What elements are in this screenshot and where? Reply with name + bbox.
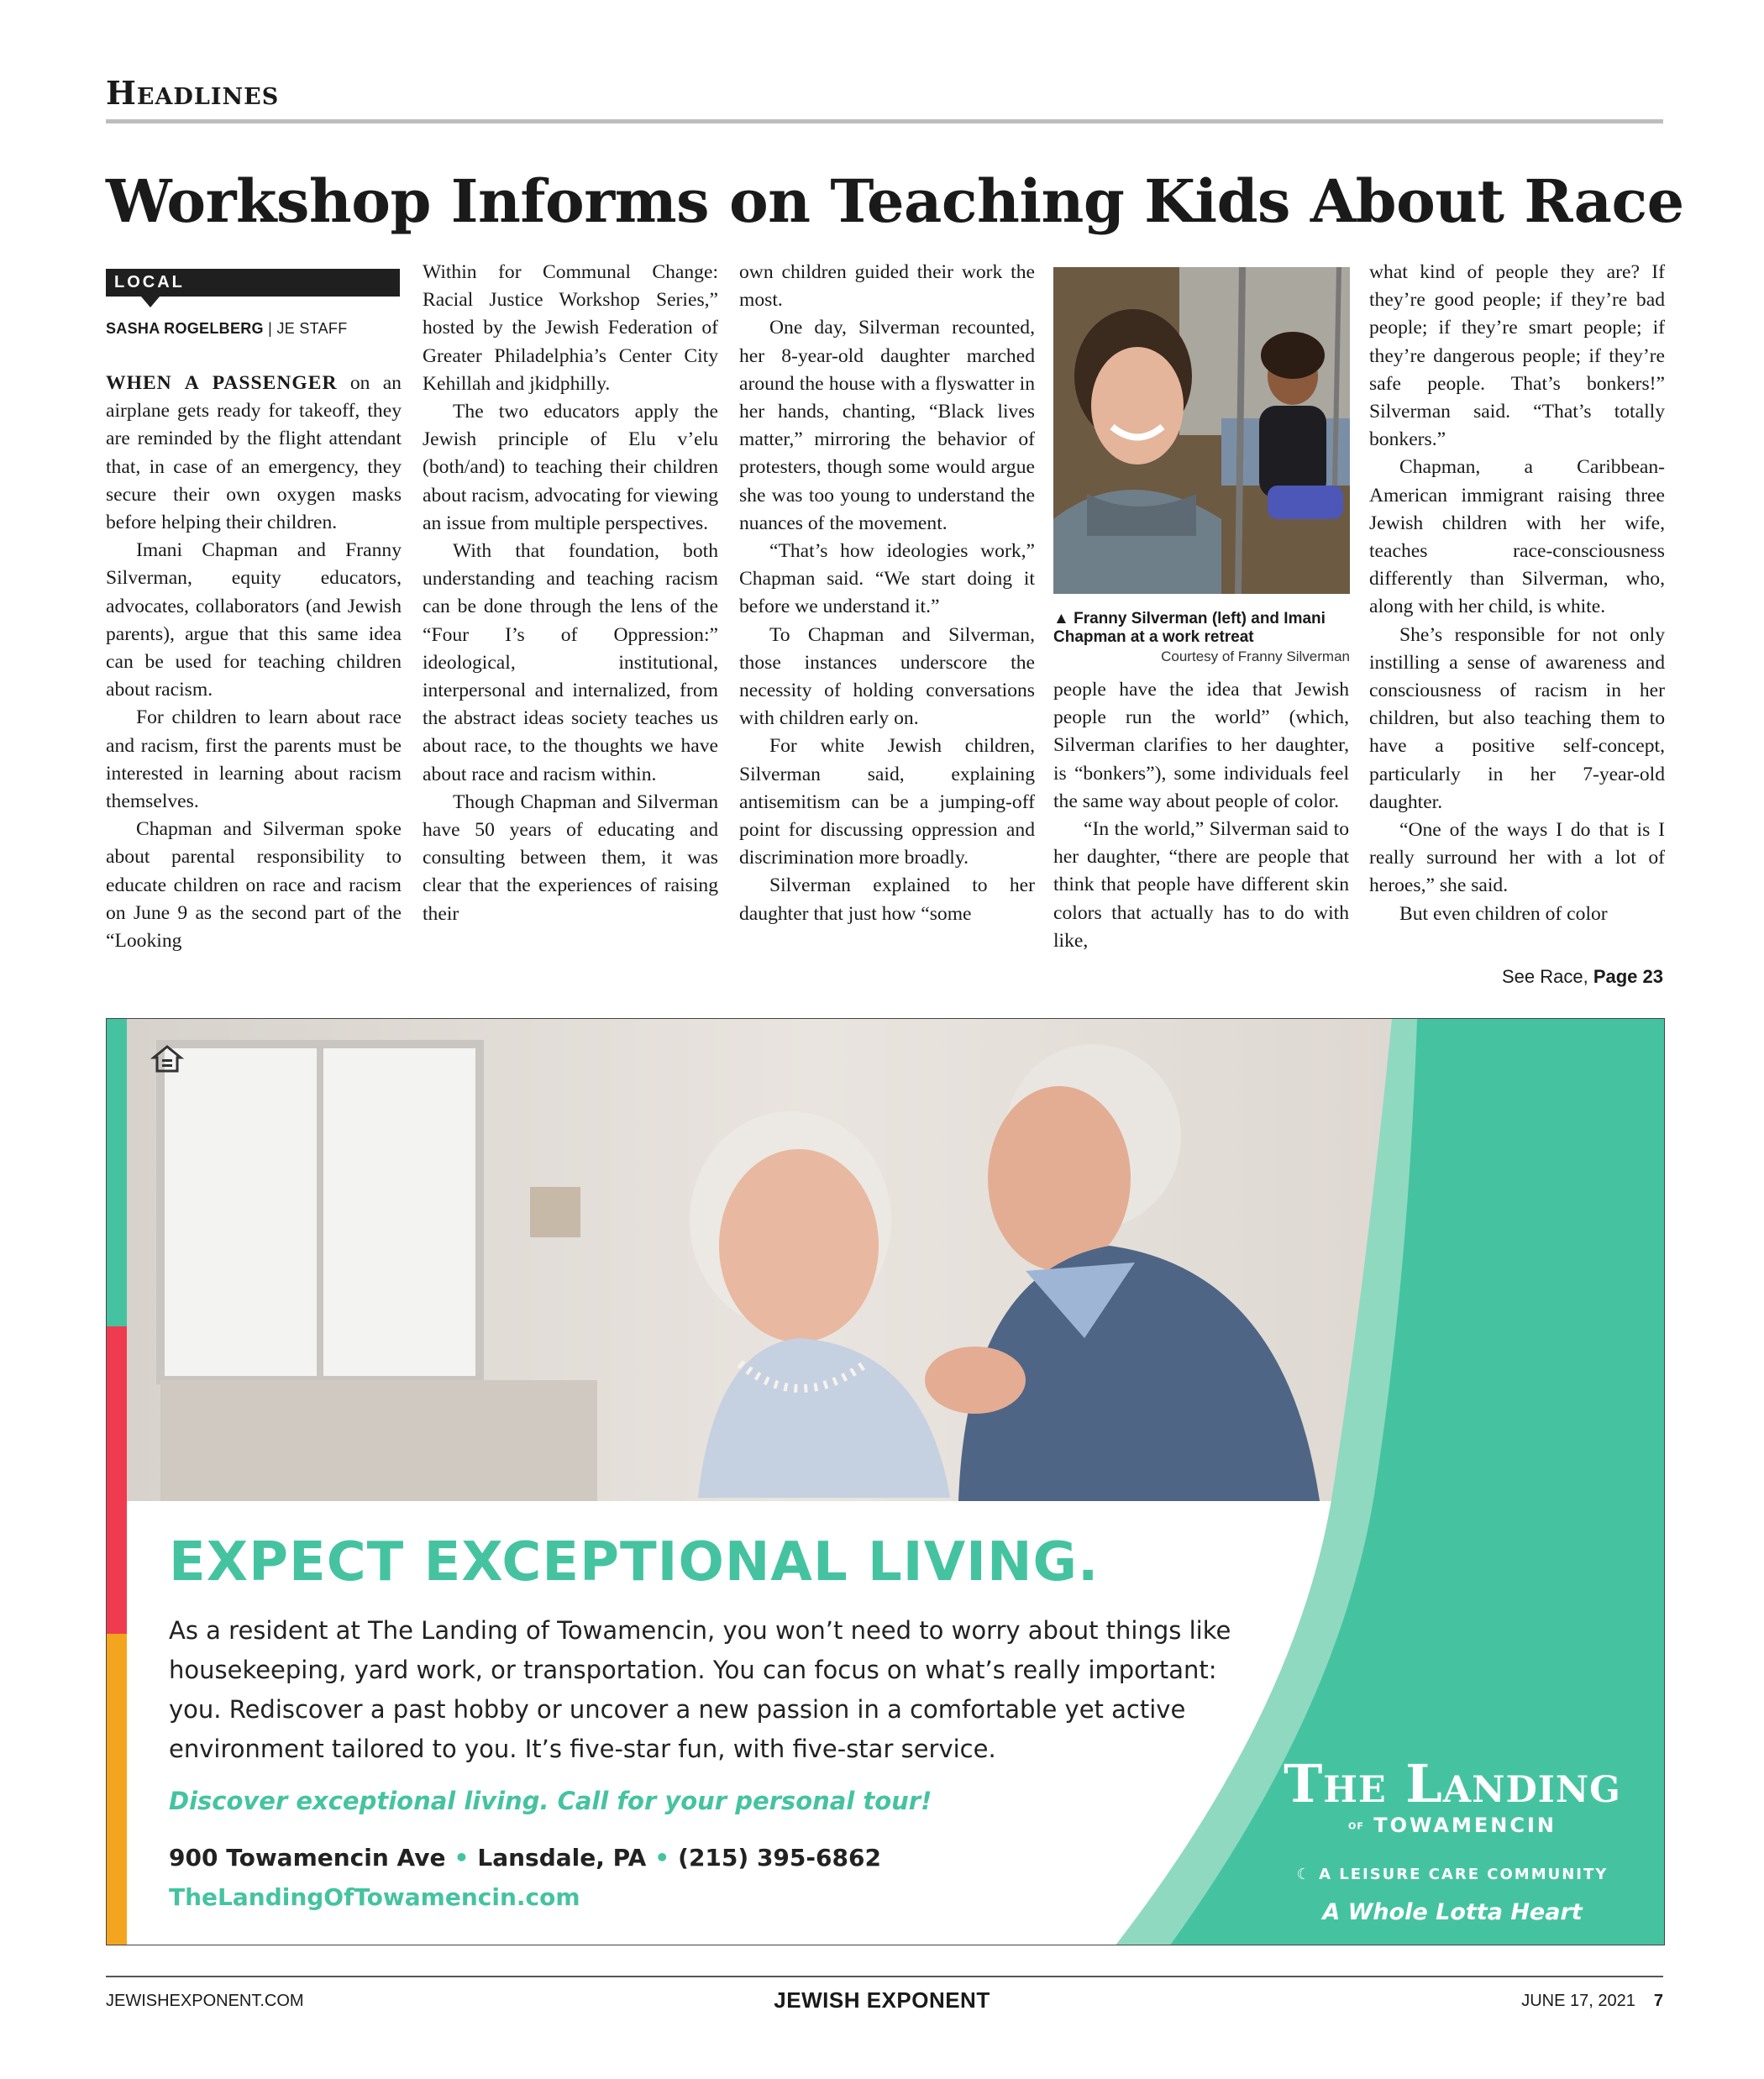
advertisement xyxy=(106,1018,1665,1945)
brand-tagline xyxy=(1276,1866,1629,1883)
article-column-3 xyxy=(739,259,1035,928)
body-paragraph: own children guided their work the most. xyxy=(739,261,1035,312)
ad-website-link[interactable]: TheLandingOfTowamencin.com xyxy=(169,1883,580,1911)
ad-phone[interactable]: (215) 395-6862 xyxy=(678,1844,881,1872)
section-divider xyxy=(106,119,1663,123)
body-paragraph: Silverman explained to her daughter that just how “some xyxy=(739,874,1035,925)
body-paragraph: what kind of people they are? If they’re good people; if they’re bad people; if they’re smart people; if they’re dangerous people; if they’re safe people. That’s bonkers!” Silverman said. “That’s totally bonkers.” xyxy=(1369,261,1665,451)
photo-illustration xyxy=(1053,267,1350,594)
brand-logo-place xyxy=(1276,1814,1629,1837)
ad-headline: EXPECT EXCEPTIONAL LIVING. xyxy=(169,1531,1100,1593)
ad-city: Lansdale, PA xyxy=(477,1844,647,1872)
jump-page: Page 23 xyxy=(1593,966,1663,987)
ad-body-text: As a resident at The Landing of Towamencin, you won’t need to worry about things like housekeeping, yard work, or transportation. You can focus on what’s really important: you. Rediscover a past hobby or uncover a new passion in a comfortable yet active environment tailored to you. It’s five-star fun, with five-star service. xyxy=(169,1616,1231,1763)
page-number: 7 xyxy=(1653,1992,1663,2010)
article-column-4 xyxy=(1053,676,1349,955)
equal-housing-opportunity-icon xyxy=(150,1042,184,1076)
kicker-pointer xyxy=(141,297,160,307)
article-column-5 xyxy=(1369,259,1665,928)
author-name: SASHA ROGELBERG xyxy=(106,320,264,337)
footer-website[interactable]: JEWISHEXPONENT.COM xyxy=(106,1992,304,2010)
body-paragraph: The two educators apply the Jewish principle of Elu v’elu (both/and) to teaching their children about racism, advocating for viewing an issue from multiple perspectives. xyxy=(423,401,718,534)
byline-separator: | xyxy=(263,320,277,337)
body-paragraph: Imani Chapman and Franny Silverman, equity educators, advocates, collaborators (and Jewish parents), argue that this same idea can be used for teaching children about racism. xyxy=(106,539,402,701)
body-paragraph: Chapman, a Caribbean-American immigrant raising three Jewish children with her wife, teaches race-consciousness differently than Silverman, who, along with her child, is white. xyxy=(1369,456,1665,618)
article-column-1 xyxy=(106,370,402,955)
ad-address: 900 Towamencin Ave xyxy=(169,1844,446,1872)
brand-tagline-text: A LEISURE CARE COMMUNITY xyxy=(1319,1866,1609,1883)
body-paragraph: To Chapman and Silverman, those instances underscore the necessity of holding conversations with children early on. xyxy=(739,623,1035,730)
lede-paragraph xyxy=(106,370,402,537)
body-paragraph: Within for Communal Change: Racial Justice Workshop Series,” hosted by the Jewish Federation of Greater Philadelphia’s Center City Kehillah and jkidphilly. xyxy=(423,261,718,395)
section-label: Headlines xyxy=(106,74,280,112)
continuation-jump[interactable] xyxy=(1502,966,1663,988)
lede-caps: WHEN A PASSENGER xyxy=(106,372,338,394)
body-paragraph: But even children of color xyxy=(1399,902,1608,925)
article-column-2 xyxy=(423,259,718,928)
body-paragraph: Chapman and Silverman spoke about parental responsibility to educate children on race and racism on June 9 as the second part of the “Looking xyxy=(106,818,402,953)
body-paragraph: people have the idea that Jewish people run the world” (which, Silverman clarifies to her daughter, is “bonkers”), some individuals feel the same way about people of color. xyxy=(1053,679,1349,812)
body-paragraph: She’s responsible for not only instilling a sense of awareness and consciousness of racism in her children, but also teaching them to have a positive self-concept, particularly in her 7-year-old daughter. xyxy=(1369,623,1665,813)
footer-publication: JEWISH EXPONENT xyxy=(774,1987,990,2013)
body-paragraph: “One of the ways I do that is I really surround her with a lot of heroes,” she said. xyxy=(1369,819,1665,897)
body-paragraph: For children to learn about race and racism, first the parents must be interested in learning about racism themselves. xyxy=(106,706,402,813)
article-photo xyxy=(1053,267,1350,594)
photo-caption: ▲ Franny Silverman (left) and Imani Chapman at a work retreat xyxy=(1053,610,1326,646)
ad-color-bar-yellow xyxy=(107,1634,127,1945)
jump-text: See Race, xyxy=(1501,966,1593,987)
body-paragraph: Though Chapman and Silverman have 50 years of educating and consulting between them, it was clear that the experiences of raising their xyxy=(423,790,718,925)
photo-credit: Courtesy of Franny Silverman xyxy=(1161,648,1350,664)
body-paragraph: One day, Silverman recounted, her 8-year-old daughter marched around the house with a flyswatter in her hands, chanting, “Black lives matter,” mirroring the behavior of protesters, though some would argue she was too young to understand the nuances of the movement. xyxy=(739,317,1035,534)
leisure-care-moon-icon: ☾ xyxy=(1296,1866,1320,1883)
body-paragraph: For white Jewish children, Silverman said, explaining antisemitism can be a jumping-off point for discussing oppression and discrimination more broadly. xyxy=(739,735,1035,869)
brand-logo-name: The Landing xyxy=(1284,1753,1621,1814)
footer-date-page xyxy=(1521,1992,1663,2011)
footer-divider xyxy=(106,1976,1663,1977)
ad-color-bar-teal xyxy=(107,1019,127,1326)
separator-dot: • xyxy=(654,1844,670,1872)
byline xyxy=(106,320,348,338)
kicker-label: LOCAL xyxy=(106,269,400,297)
body-paragraph: With that foundation, both understanding and teaching racism can be done through the lens of the “Four I’s of Oppression:” ideological, institutional, interpersonal and internalized, from the abstract ideas society teaches us about race, to the thoughts we have about race and racism within. xyxy=(423,540,718,785)
body-paragraph: “In the world,” Silverman said to her daughter, “there are people that think that people have different skin colors that actually has to do with like, xyxy=(1053,818,1349,952)
body-paragraph: “That’s how ideologies work,” Chapman said. “We start doing it before we understand it.” xyxy=(739,540,1035,618)
brand-slogan: A Whole Lotta Heart xyxy=(1322,1899,1583,1925)
article-headline: Workshop Informs on Teaching Kids About Race xyxy=(106,166,1684,236)
separator-dot: • xyxy=(454,1844,470,1872)
ad-color-bar-red xyxy=(107,1326,127,1634)
brand-place-name: TOWAMENCIN xyxy=(1373,1814,1557,1837)
footer-date: JUNE 17, 2021 xyxy=(1521,1992,1635,2010)
lede-text: on an airplane gets ready for takeoff, they are reminded by the flight attendant that, in case of an emergency, they secure their own oxygen masks before helping their children. xyxy=(106,372,402,534)
author-role: JE STAFF xyxy=(276,320,348,337)
ad-address-line xyxy=(169,1844,881,1872)
brand-of: OF xyxy=(1348,1820,1364,1832)
ad-call-to-action: Discover exceptional living. Call for your personal tour! xyxy=(169,1787,932,1815)
